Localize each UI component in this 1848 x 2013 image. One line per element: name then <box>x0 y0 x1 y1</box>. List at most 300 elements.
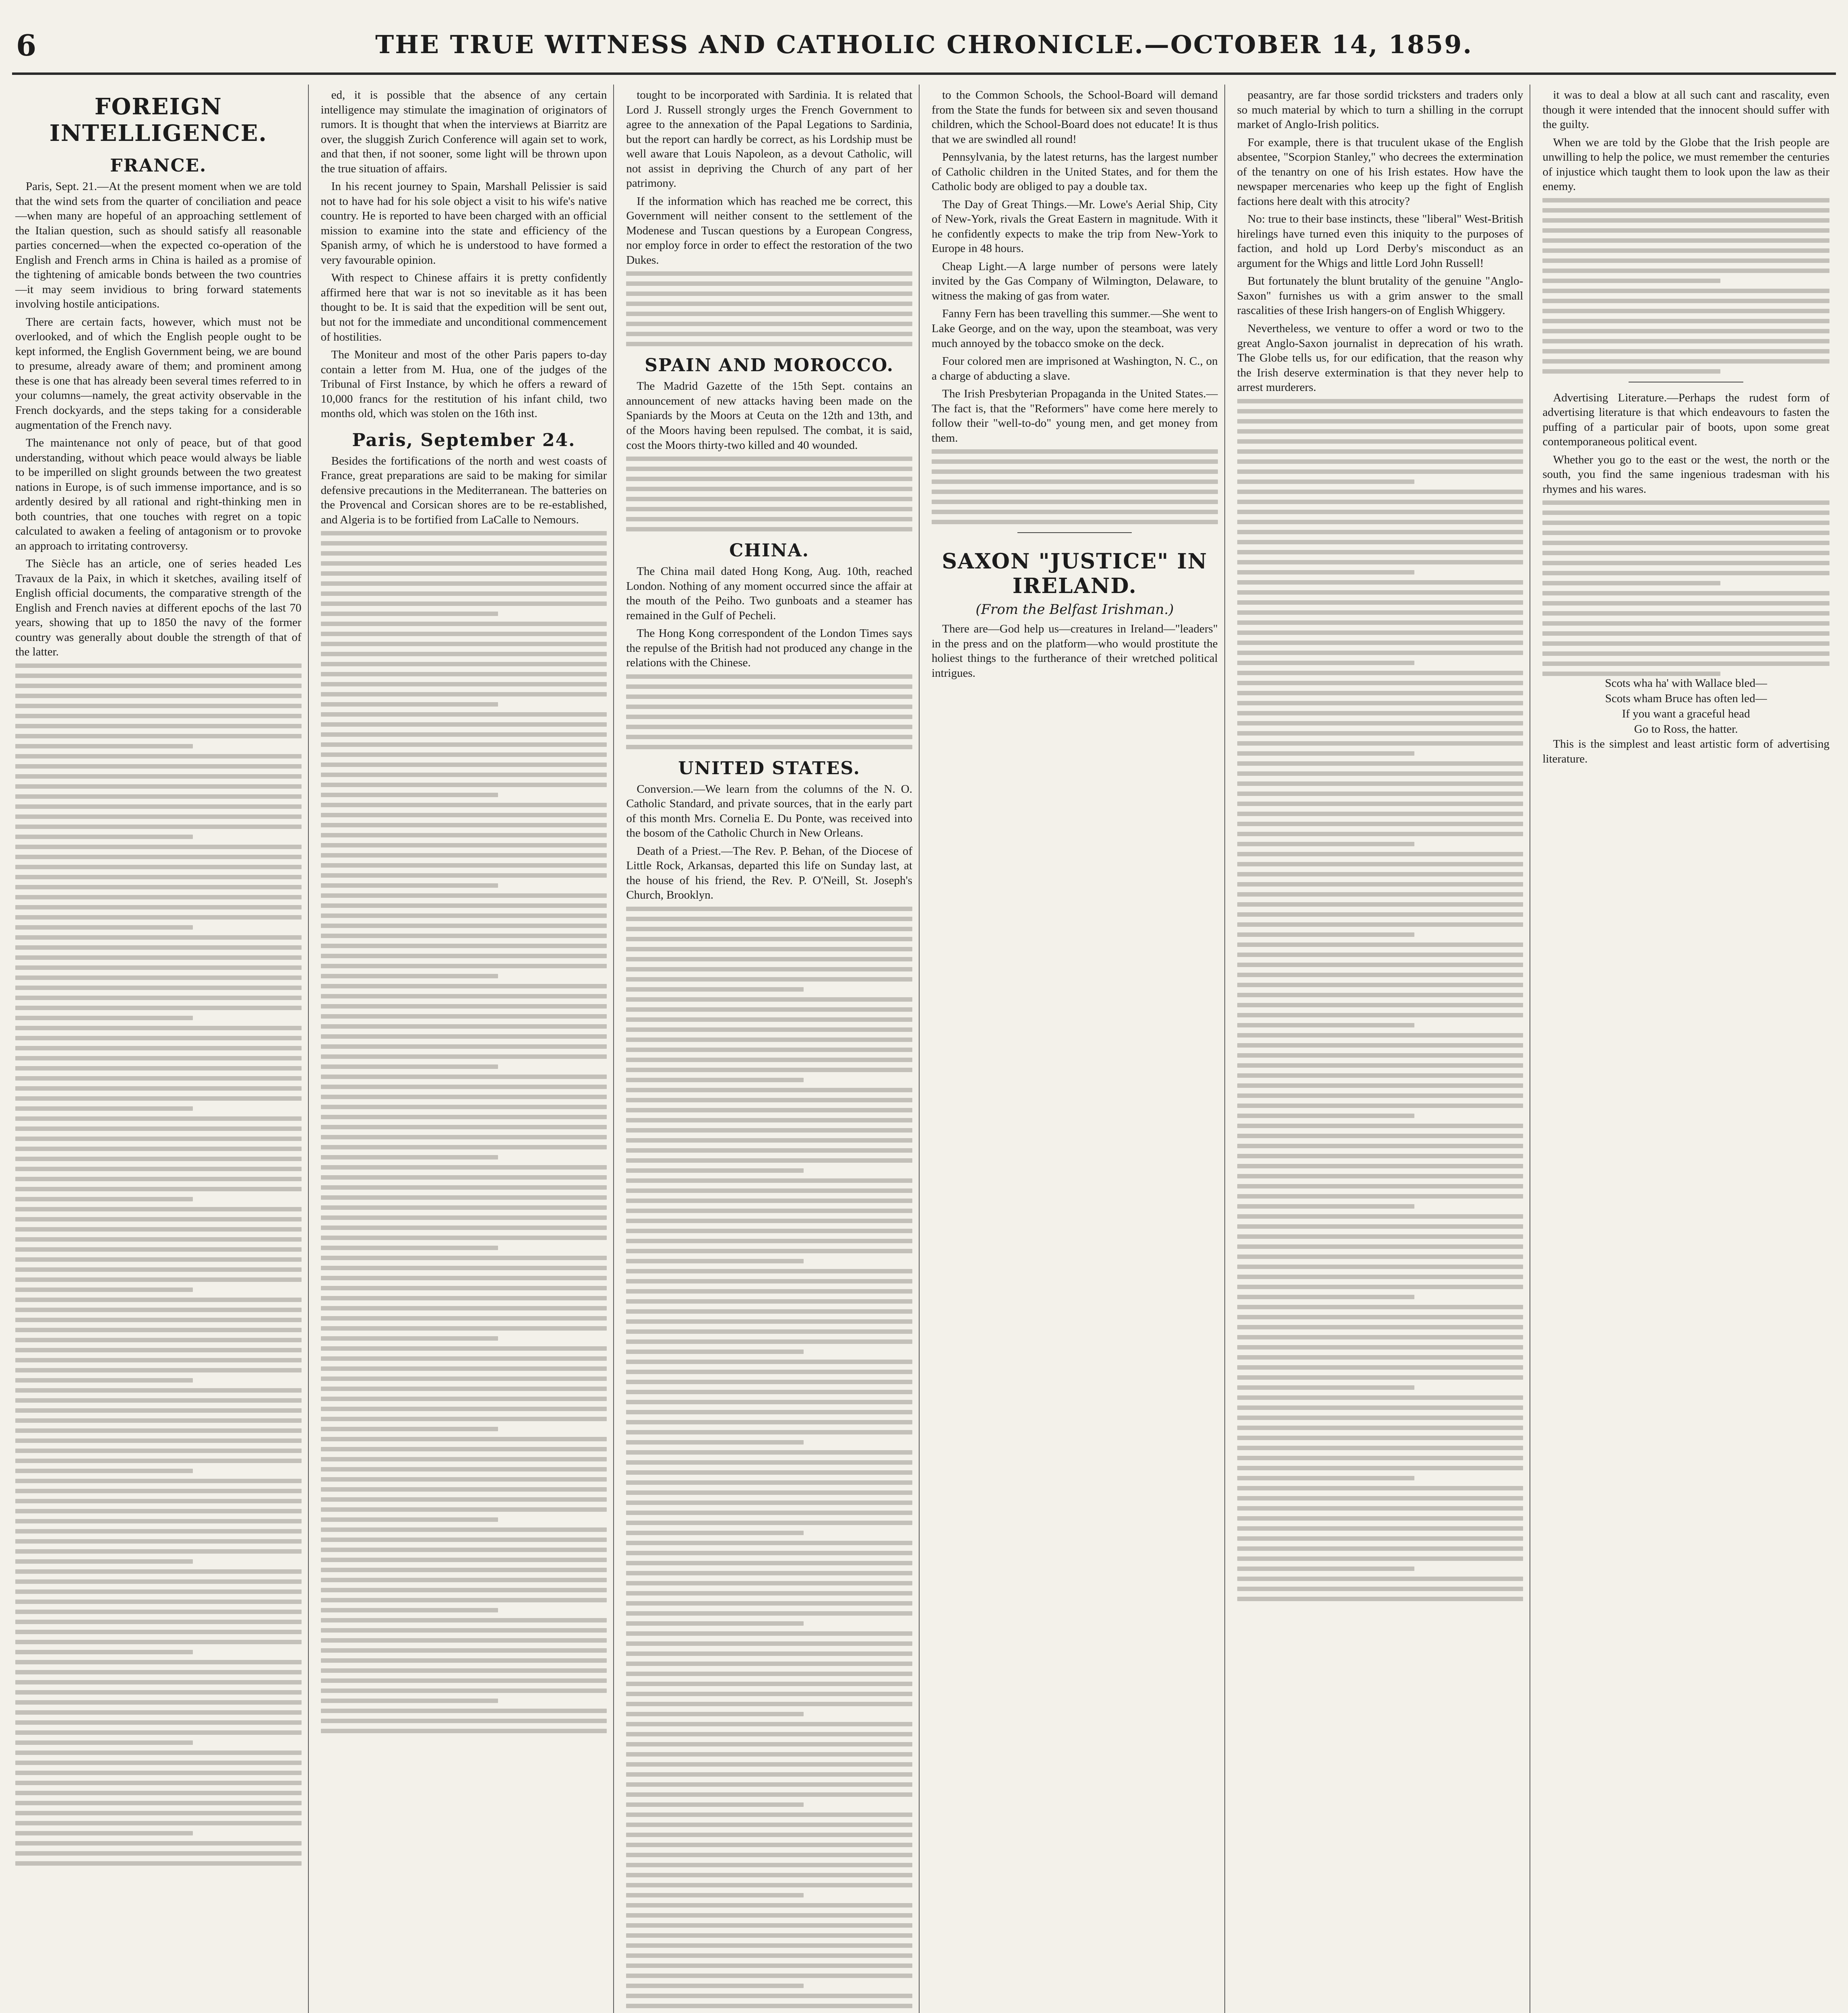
text-line <box>626 1229 912 1233</box>
text-line <box>15 1298 302 1302</box>
text-line <box>1237 1144 1523 1148</box>
text-line <box>626 1188 912 1193</box>
paragraph: For example, there is that truculent ukase of the English absentee, "Scorpion Stanley," who decrees the extermination of the tenantry on one of his Irish estates. How have the newspaper mercenaries who keep up the fight of English factions here dealt with this atrocity? <box>1237 136 1523 208</box>
text-line <box>626 1007 912 1012</box>
text-line <box>1237 580 1523 585</box>
text-line <box>626 1098 912 1102</box>
text-line <box>321 732 607 737</box>
text-line <box>626 1360 912 1364</box>
text-line <box>626 1339 912 1344</box>
column-1 <box>12 85 309 2013</box>
text-line <box>321 1034 607 1039</box>
text-line <box>1237 902 1523 907</box>
text-line <box>15 1116 302 1121</box>
text-line <box>1237 882 1523 887</box>
text-line <box>1542 651 1829 656</box>
text-line <box>15 1378 193 1383</box>
text-line <box>15 684 302 688</box>
text-line <box>626 1561 912 1565</box>
text-line <box>1237 1265 1523 1269</box>
paragraph: Besides the fortifications of the north and west coasts of France, great preparations are said to be making for similar defensive precautions in the Mediterranean. The batteries on the Provencal and Corsican shores are to be re-established, and Algeria is to be fortified from LaCalle to Nemours. <box>320 454 607 526</box>
text-line <box>321 1014 607 1019</box>
text-line <box>321 1145 607 1149</box>
text-line <box>321 863 607 868</box>
text-line <box>15 1579 302 1584</box>
paragraph: The Madrid Gazette of the 15th Sept. contains an announcement of new attacks having been made on the Spaniards by the Moors at Ceuta on the 12th and 13th, and of the Moors having been repulsed. The combat, it is said, cost the Moors thirty-two killed and 40 wounded. <box>626 380 912 452</box>
section-heading: FOREIGN INTELLIGENCE. <box>49 93 267 147</box>
text-line <box>626 1792 912 1797</box>
text-line <box>932 459 1218 464</box>
text-line <box>15 1710 302 1715</box>
text-line <box>1237 781 1523 786</box>
text-line <box>321 1165 607 1170</box>
text-line <box>321 752 607 757</box>
text-line <box>626 927 912 931</box>
text-line <box>1237 792 1523 796</box>
text-line <box>15 1267 302 1272</box>
text-line <box>15 1861 302 1866</box>
text-line <box>1237 1476 1415 1480</box>
text-line <box>1237 540 1523 544</box>
text-line <box>15 835 193 839</box>
text-line <box>321 581 607 586</box>
text-line <box>626 1138 912 1143</box>
text-line <box>15 865 302 869</box>
text-line <box>15 1811 302 1815</box>
text-line <box>15 774 302 779</box>
paragraph: Whether you go to the east or the west, the north or the south, you find the same ingenious tradesman with his rhymes and his wares. <box>1542 453 1829 496</box>
text-line <box>15 1046 302 1050</box>
subhead-united-states: UNITED STATES. <box>678 758 860 779</box>
text-line <box>626 1319 912 1324</box>
text-line <box>626 1752 912 1757</box>
text-line <box>626 1490 912 1495</box>
text-line <box>321 662 607 666</box>
paragraph: The Siècle has an article, one of series headed Les Travaux de la Paix, in which it sketches, availing itself of English official documents, the comparative strength of the English and French navies at different epochs of the last 70 years, showing that up to 1850 the navy of the former country was generally about double the strength of that of the latter. <box>15 557 302 659</box>
text-line <box>15 724 302 728</box>
text-line <box>321 541 607 546</box>
text-line <box>1237 892 1523 897</box>
text-line <box>15 1841 302 1846</box>
text-line <box>15 1277 302 1282</box>
text-line <box>15 1549 302 1554</box>
body-text-lines <box>626 457 912 531</box>
text-line <box>321 1205 607 1210</box>
text-line <box>626 947 912 951</box>
text-line <box>15 1126 302 1131</box>
paragraph: The Day of Great Things.—Mr. Lowe's Aerial Ship, City of New-York, rivals the Great Eastern in magnitude. With it he confidently expects to make the trip from New-York to Europe in 48 hours. <box>932 198 1218 255</box>
text-line <box>626 1974 912 1978</box>
masthead <box>0 20 1848 81</box>
text-line <box>626 1782 912 1787</box>
text-line <box>1237 1546 1523 1551</box>
text-line <box>321 1376 607 1381</box>
paragraph: The Hong Kong correspondent of the London Times says the repulse of the British had not produced any change in the relations with the Chinese. <box>626 627 912 670</box>
text-line <box>15 1761 302 1765</box>
text-line <box>1237 1416 1523 1420</box>
text-line <box>321 1185 607 1190</box>
text-line <box>626 1400 912 1404</box>
text-line <box>626 937 912 941</box>
text-line <box>321 1044 607 1049</box>
text-line <box>15 1388 302 1393</box>
text-line <box>1237 490 1523 494</box>
text-line <box>15 975 302 980</box>
paragraph: Nevertheless, we venture to offer a word or two to the great Anglo-Saxon journalist in deprecation of his wrath. The Globe tells us, for our edification, that the reason why the Irish deserve extermination is that they never help to arrest murderers. <box>1237 322 1523 394</box>
text-line <box>1542 258 1829 263</box>
text-line <box>15 814 302 819</box>
text-line <box>15 1137 302 1141</box>
text-line <box>626 1500 912 1505</box>
text-line <box>15 1147 302 1151</box>
text-line <box>321 1437 607 1441</box>
text-line <box>15 694 302 698</box>
text-line <box>15 1187 302 1191</box>
paragraph: Advertising Literature.—Perhaps the rudest form of advertising literature is that which endeavours to fasten the puffing of a particular pair of boots, upon some great contemporaneous political event. <box>1542 391 1829 448</box>
text-line <box>1237 983 1523 987</box>
text-line <box>1237 1053 1523 1058</box>
body-text-lines <box>626 907 912 2013</box>
text-line <box>1237 459 1523 464</box>
text-line <box>1237 1255 1523 1259</box>
text-line <box>15 1418 302 1423</box>
text-line <box>1237 922 1523 927</box>
text-line <box>626 1450 912 1455</box>
text-line <box>626 1823 912 1827</box>
text-line <box>1542 500 1829 505</box>
text-line <box>321 692 607 696</box>
text-line <box>626 507 912 511</box>
text-line <box>1237 1355 1523 1360</box>
text-line <box>15 704 302 708</box>
text-line <box>626 1682 912 1686</box>
text-line <box>321 1548 607 1552</box>
text-line <box>626 1269 912 1273</box>
text-line <box>626 1631 912 1636</box>
text-line <box>321 1296 607 1300</box>
text-line <box>626 1168 804 1173</box>
text-line <box>626 1591 912 1596</box>
text-line <box>1542 571 1829 575</box>
text-line <box>1237 1567 1415 1571</box>
text-line <box>626 527 912 531</box>
text-line <box>321 1628 607 1633</box>
text-line <box>932 449 1218 454</box>
text-line <box>1542 339 1829 343</box>
text-line <box>321 974 498 978</box>
text-line <box>321 601 607 606</box>
paragraph: The maintenance not only of peace, but of that good understanding, without which peace would always be liable to be imperilled on slight grounds between the two greatest nations in Europe, is of such immense importance, and is so ardently desired by all rational and right-thinking men in both countries, that one touches with regret on a topic calculated to awaken a feeling of antagonism or to provoke an approach to irritating controversy. <box>15 436 302 552</box>
text-line <box>15 754 302 758</box>
text-line <box>15 1670 302 1674</box>
text-line <box>1237 711 1523 715</box>
text-line <box>626 1813 912 1817</box>
text-line <box>1542 238 1829 243</box>
masthead-rule <box>12 72 1836 75</box>
text-line <box>15 825 302 829</box>
text-line <box>321 1276 607 1280</box>
text-line <box>15 1449 302 1453</box>
text-line <box>1237 1456 1523 1460</box>
text-line <box>626 1611 912 1616</box>
text-line <box>626 1048 912 1052</box>
text-line <box>1237 802 1523 806</box>
text-line <box>1542 601 1829 606</box>
text-line <box>1237 953 1523 957</box>
text-line <box>626 332 912 336</box>
text-line <box>321 823 607 827</box>
text-line <box>321 1246 498 1250</box>
byline: (From the Belfast Irishman.) <box>976 601 1174 618</box>
text-line <box>321 1085 607 1089</box>
text-line <box>1542 521 1829 525</box>
body-text-lines <box>1542 500 1829 676</box>
text-line <box>321 1316 607 1321</box>
text-line <box>15 1600 302 1604</box>
text-line <box>1237 751 1415 756</box>
text-line <box>321 1215 607 1220</box>
text-line <box>321 763 607 767</box>
text-line <box>321 702 498 707</box>
running-title: THE TRUE WITNESS AND CATHOLIC CHRONICLE.—OCTOBER 14, 1859. <box>375 30 1473 59</box>
text-line <box>626 674 912 679</box>
text-line <box>15 1157 302 1161</box>
text-line <box>321 964 607 968</box>
text-line <box>1237 520 1523 524</box>
text-line <box>321 1346 607 1351</box>
text-line <box>1237 993 1523 997</box>
text-line <box>1237 691 1523 695</box>
text-line <box>321 1286 607 1290</box>
text-line <box>1237 1516 1523 1521</box>
text-line <box>1542 349 1829 353</box>
text-line <box>1237 681 1523 685</box>
text-line <box>626 1843 912 1847</box>
text-line <box>1237 1536 1523 1541</box>
paragraph: Four colored men are imprisoned at Washington, N. C., on a charge of abducting a slave. <box>932 355 1218 382</box>
text-line <box>1237 832 1523 836</box>
paragraph: There are certain facts, however, which must not be overlooked, and of which the English people ought to be kept informed, the English Government being, we are bound to presume, already aware of them; and prominent among these is one that has already been several times referred to in your columns—namely, the great activity observable in the French dockyards, and the steps taking for a considerable augmentation of the French navy. <box>15 315 302 432</box>
text-line <box>1237 1154 1523 1158</box>
text-line <box>626 517 912 521</box>
text-line <box>1237 560 1523 564</box>
text-line <box>15 1257 302 1262</box>
text-line <box>15 1237 302 1242</box>
text-line <box>15 734 302 738</box>
text-line <box>626 1017 912 1022</box>
text-line <box>321 833 607 837</box>
text-line <box>1237 1134 1523 1138</box>
text-line <box>321 1598 607 1602</box>
text-line <box>321 1578 607 1582</box>
text-line <box>321 893 607 898</box>
text-line <box>15 1781 302 1785</box>
text-line <box>626 1259 804 1263</box>
text-line <box>321 1004 607 1009</box>
text-line <box>626 1470 912 1475</box>
text-line <box>321 622 607 626</box>
text-line <box>321 1638 607 1643</box>
page-number: 6 <box>16 28 37 62</box>
text-line <box>626 997 912 1002</box>
text-line <box>626 1873 912 1877</box>
text-line <box>321 1054 607 1059</box>
text-line <box>1237 1204 1415 1209</box>
text-line <box>15 845 302 849</box>
text-line <box>1237 1526 1523 1531</box>
text-line <box>1237 530 1523 534</box>
text-line <box>321 984 607 988</box>
text-line <box>626 987 804 992</box>
dateline: Paris, September 24. <box>352 430 576 451</box>
text-line <box>15 663 302 668</box>
text-line <box>1237 822 1523 826</box>
text-line <box>1237 1597 1523 1601</box>
text-line <box>321 843 607 847</box>
text-line <box>626 1692 912 1696</box>
text-line <box>321 954 607 958</box>
text-line <box>321 561 607 566</box>
body-text-lines <box>626 674 912 749</box>
text-line <box>321 1568 607 1572</box>
text-line <box>15 674 302 678</box>
text-line <box>1237 1325 1523 1329</box>
text-line <box>321 1195 607 1200</box>
text-line <box>321 1095 607 1099</box>
verse <box>1542 676 1829 737</box>
text-line <box>1237 419 1523 424</box>
text-line <box>15 935 302 940</box>
text-line <box>1237 1345 1523 1350</box>
body-text-lines <box>321 531 607 1733</box>
text-line <box>15 1690 302 1695</box>
text-line <box>932 469 1218 474</box>
text-line <box>626 1068 912 1072</box>
text-line <box>1237 610 1523 615</box>
text-line <box>1237 1224 1523 1229</box>
text-line <box>1237 500 1523 504</box>
text-line <box>626 1480 912 1485</box>
text-line <box>626 497 912 501</box>
text-line <box>626 1581 912 1585</box>
text-line <box>15 945 302 950</box>
text-line <box>15 955 302 960</box>
text-line <box>1237 661 1415 665</box>
text-line <box>321 1266 607 1270</box>
text-line <box>15 1539 302 1544</box>
text-line <box>626 477 912 481</box>
text-line <box>1237 721 1523 725</box>
text-line <box>626 1963 912 1968</box>
text-line <box>1542 248 1829 253</box>
text-line <box>1237 912 1523 917</box>
text-line <box>15 1479 302 1483</box>
text-line <box>626 457 912 461</box>
text-line <box>15 1288 193 1292</box>
text-line <box>321 1517 498 1522</box>
text-line <box>321 1105 607 1109</box>
text-line <box>626 1058 912 1062</box>
text-line <box>626 1511 912 1515</box>
text-line <box>15 1328 302 1332</box>
text-line <box>15 1318 302 1322</box>
column-2 <box>318 85 614 2013</box>
text-line <box>321 1477 607 1482</box>
text-line <box>626 1309 912 1314</box>
text-line <box>15 1207 302 1211</box>
text-line <box>626 1943 912 1948</box>
text-line <box>321 913 607 918</box>
text-line <box>15 1660 302 1664</box>
text-line <box>321 813 607 817</box>
text-line <box>15 1066 302 1071</box>
text-line <box>321 1336 498 1341</box>
text-line <box>15 1791 302 1795</box>
text-line <box>321 531 607 535</box>
text-line <box>15 965 302 970</box>
text-line <box>15 855 302 859</box>
text-line <box>15 1610 302 1614</box>
text-line <box>1237 1214 1523 1219</box>
text-line <box>1542 279 1720 283</box>
text-line <box>1237 1194 1523 1199</box>
text-line <box>15 1801 302 1805</box>
text-line <box>1237 1184 1523 1188</box>
text-line <box>321 1125 607 1129</box>
text-line <box>1237 399 1523 403</box>
text-line <box>626 1883 912 1887</box>
text-line <box>15 1036 302 1040</box>
paragraph: it was to deal a blow at all such cant and rascality, even though it were intended that the innocent should suffer with the guilty. <box>1542 89 1829 131</box>
column-3 <box>623 85 920 2013</box>
text-line <box>626 1420 912 1424</box>
text-line <box>1542 359 1829 364</box>
text-line <box>626 1329 912 1334</box>
text-line <box>1237 1073 1523 1078</box>
text-line <box>626 1953 912 1958</box>
paragraph: No: true to their base instincts, these "liberal" West-British hirelings have turned even this iniquity to the purposes of faction, and hold up Lord Derby's misconduct as an argument for the Whigs and little Lord John Russell! <box>1237 213 1523 270</box>
text-line <box>1237 842 1415 846</box>
text-line <box>626 1148 912 1153</box>
text-line <box>321 1658 607 1663</box>
text-line <box>321 1366 607 1371</box>
text-line <box>626 1702 912 1706</box>
text-line <box>321 883 498 888</box>
text-line <box>321 1256 607 1260</box>
text-line <box>15 804 302 809</box>
text-line <box>1237 1466 1523 1470</box>
text-line <box>15 714 302 718</box>
text-line <box>321 1397 607 1401</box>
text-line <box>626 715 912 719</box>
text-line <box>1542 611 1829 616</box>
text-line <box>15 1368 302 1372</box>
text-line <box>626 1158 912 1163</box>
text-line <box>321 1457 607 1461</box>
article-columns <box>12 85 1836 2013</box>
text-line <box>626 1893 804 1897</box>
text-line <box>1542 661 1829 666</box>
text-line <box>1237 1033 1523 1038</box>
text-line <box>1542 208 1829 213</box>
text-line <box>1237 1114 1415 1118</box>
text-line <box>1237 701 1523 705</box>
text-line <box>1542 269 1829 273</box>
text-line <box>1237 942 1523 947</box>
text-line <box>1237 651 1523 655</box>
text-line <box>1237 1506 1523 1511</box>
text-line <box>626 1370 912 1374</box>
